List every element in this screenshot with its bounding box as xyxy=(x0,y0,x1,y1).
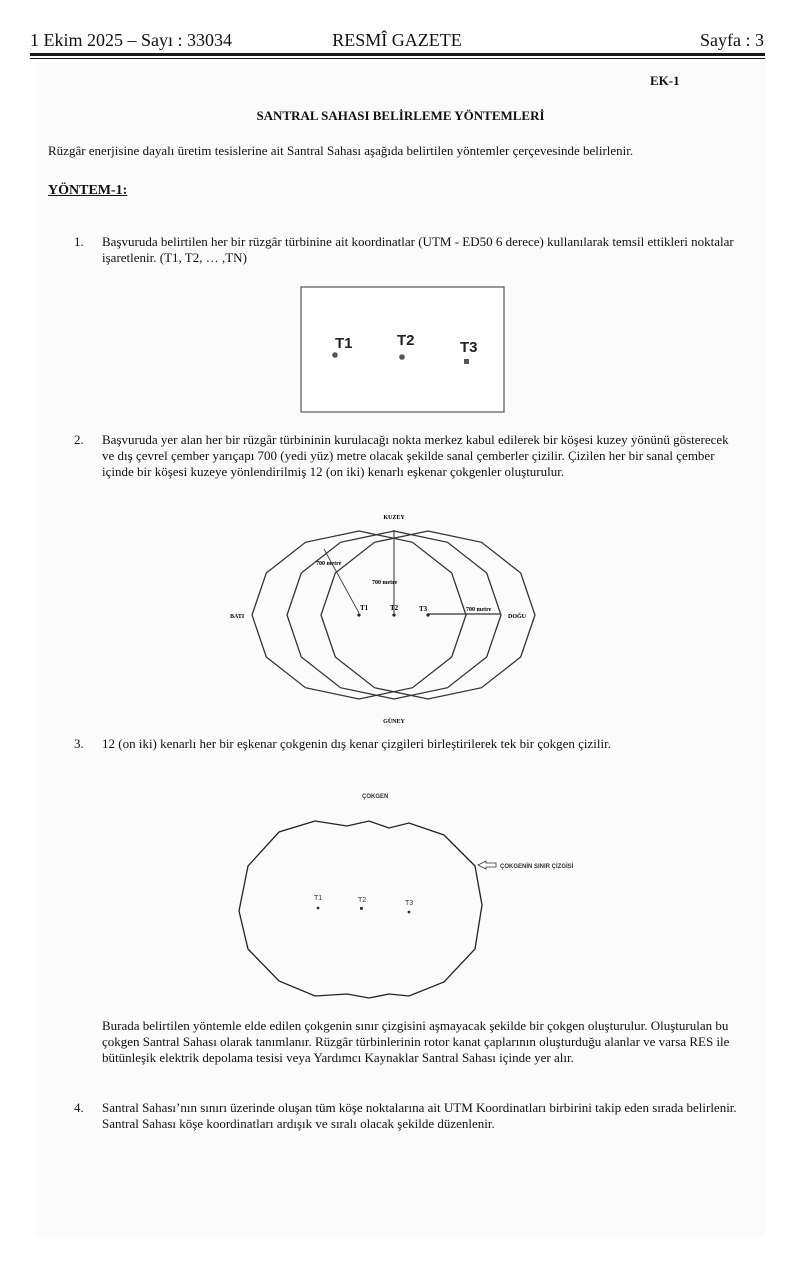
turbine-label-t1: T1 xyxy=(335,335,353,352)
note-line: çokgen Santral Sahası olarak tanımlanır. Rüzgâr türbinlerinin rotor kanat çaplarının oluşturduğu alanlar ve varsa RES ile xyxy=(102,1034,730,1049)
page-number: Sayfa : 3 xyxy=(700,30,764,50)
step-number: 4. xyxy=(74,1100,84,1115)
issue-date: 1 Ekim 2025 – Sayı : 33034 xyxy=(30,30,232,50)
figure-dodecagons xyxy=(226,507,566,727)
turbine-label-t3: T3 xyxy=(419,605,428,613)
step-number: 3. xyxy=(74,736,84,751)
compass-north: KUZEY xyxy=(383,515,405,521)
publication-name: RESMÎ GAZETE xyxy=(332,30,462,50)
turbine-point-t2 xyxy=(392,613,395,616)
boundary-label: ÇOKGENİN SINIR ÇİZGİSİ xyxy=(500,864,574,870)
compass-south: GÜNEY xyxy=(383,719,405,725)
turbine-label-t3: T3 xyxy=(405,900,414,907)
step-line: Başvuruda yer alan her bir rüzgâr türbininin kurulacağı nokta merkez kabul edilerek bir köşesi kuzey yönünü gösterecek xyxy=(102,432,729,447)
step-2-text xyxy=(102,432,729,480)
step-3-note xyxy=(102,1018,729,1066)
boundary-arrow-icon xyxy=(478,861,496,869)
turbine-label-t2: T2 xyxy=(390,604,399,612)
polygon-title: ÇOKGEN xyxy=(362,794,389,800)
header-rule-thick xyxy=(30,53,765,56)
document-title: SANTRAL SAHASI BELİRLEME YÖNTEMLERİ xyxy=(256,108,545,123)
turbine-label-t2: T2 xyxy=(397,332,415,349)
turbine-point-t1 xyxy=(317,907,320,910)
turbine-point-t3 xyxy=(426,613,429,616)
turbine-point-t1 xyxy=(332,352,338,358)
step-number: 2. xyxy=(74,432,84,447)
step-number: 1. xyxy=(74,234,84,249)
turbine-point-t3 xyxy=(464,359,469,364)
annex-content xyxy=(36,62,765,1237)
turbine-label-t1: T1 xyxy=(360,604,369,612)
step-line: 12 (on iki) kenarlı her bir eşkenar çokgenin dış kenar çizgileri birleştirilerek tek bir çokgen çizilir. xyxy=(102,736,611,751)
step-line: Başvuruda belirtilen her bir rüzgâr türbinine ait koordinatlar (UTM - ED50 6 derece) kullanılarak temsil ettikleri noktalar xyxy=(102,234,734,249)
step-line: işaretlenir. (T1, T2, … ,TN) xyxy=(102,250,247,265)
step-line: ve dış çevrel çember yarıçapı 700 (yedi yüz) metre olacak şekilde sanal çemberler çizilir. Çizilen her bir sanal çember xyxy=(102,448,715,463)
step-line: içinde bir köşesi kuzeye yönlendirilmiş 12 (on iki) kenarlı eşkenar çokgenler oluşturulur. xyxy=(102,464,565,479)
turbine-label-t2: T2 xyxy=(358,897,367,904)
radius-label-t2: 700 metre xyxy=(372,580,398,586)
annex-label: EK-1 xyxy=(650,73,680,88)
turbine-point-t2 xyxy=(360,907,363,910)
method-heading: YÖNTEM-1: xyxy=(48,183,128,198)
compass-west: BATI xyxy=(230,614,245,620)
figure-turbine-points xyxy=(300,286,506,414)
header-rule-thin xyxy=(30,58,765,59)
turbine-point-t3 xyxy=(408,911,411,914)
compass-east: DOĞU xyxy=(508,614,526,620)
step-line: Santral Sahası’nın sınırı üzerinde oluşan tüm köşe noktalarına ait UTM Koordinatları birbirini takip eden sırada belirlenir. xyxy=(102,1100,737,1115)
figure-merged-polygon xyxy=(232,786,612,1006)
page-header xyxy=(30,30,764,52)
note-line: bütünleşik elektrik depolama tesisi veya Yardımcı Kaynaklar Santral Sahası içinde yer alır. xyxy=(102,1050,574,1065)
turbine-point-t1 xyxy=(357,613,360,616)
step-3-text xyxy=(102,736,611,752)
turbine-label-t1: T1 xyxy=(314,895,323,902)
turbine-label-t3: T3 xyxy=(460,339,478,356)
radius-label-t1: 700 metre xyxy=(316,561,342,567)
step-4-text xyxy=(102,1100,737,1132)
intro-text: Rüzgâr enerjisine dayalı üretim tesislerine ait Santral Sahası aşağıda belirtilen yöntemler çerçevesinde belirlenir. xyxy=(48,143,634,158)
turbine-point-t2 xyxy=(399,354,405,360)
note-line: Burada belirtilen yöntemle elde edilen çokgenin sınır çizgisini aşmayacak şekilde bir çokgen oluşturulur. Oluşturulan bu xyxy=(102,1018,729,1033)
radius-label-t3: 700 metre xyxy=(466,607,492,613)
step-1-text xyxy=(102,234,734,266)
step-line: Santral Sahası köşe koordinatları ardışık ve sıralı olacak şekilde düzenlenir. xyxy=(102,1116,495,1131)
